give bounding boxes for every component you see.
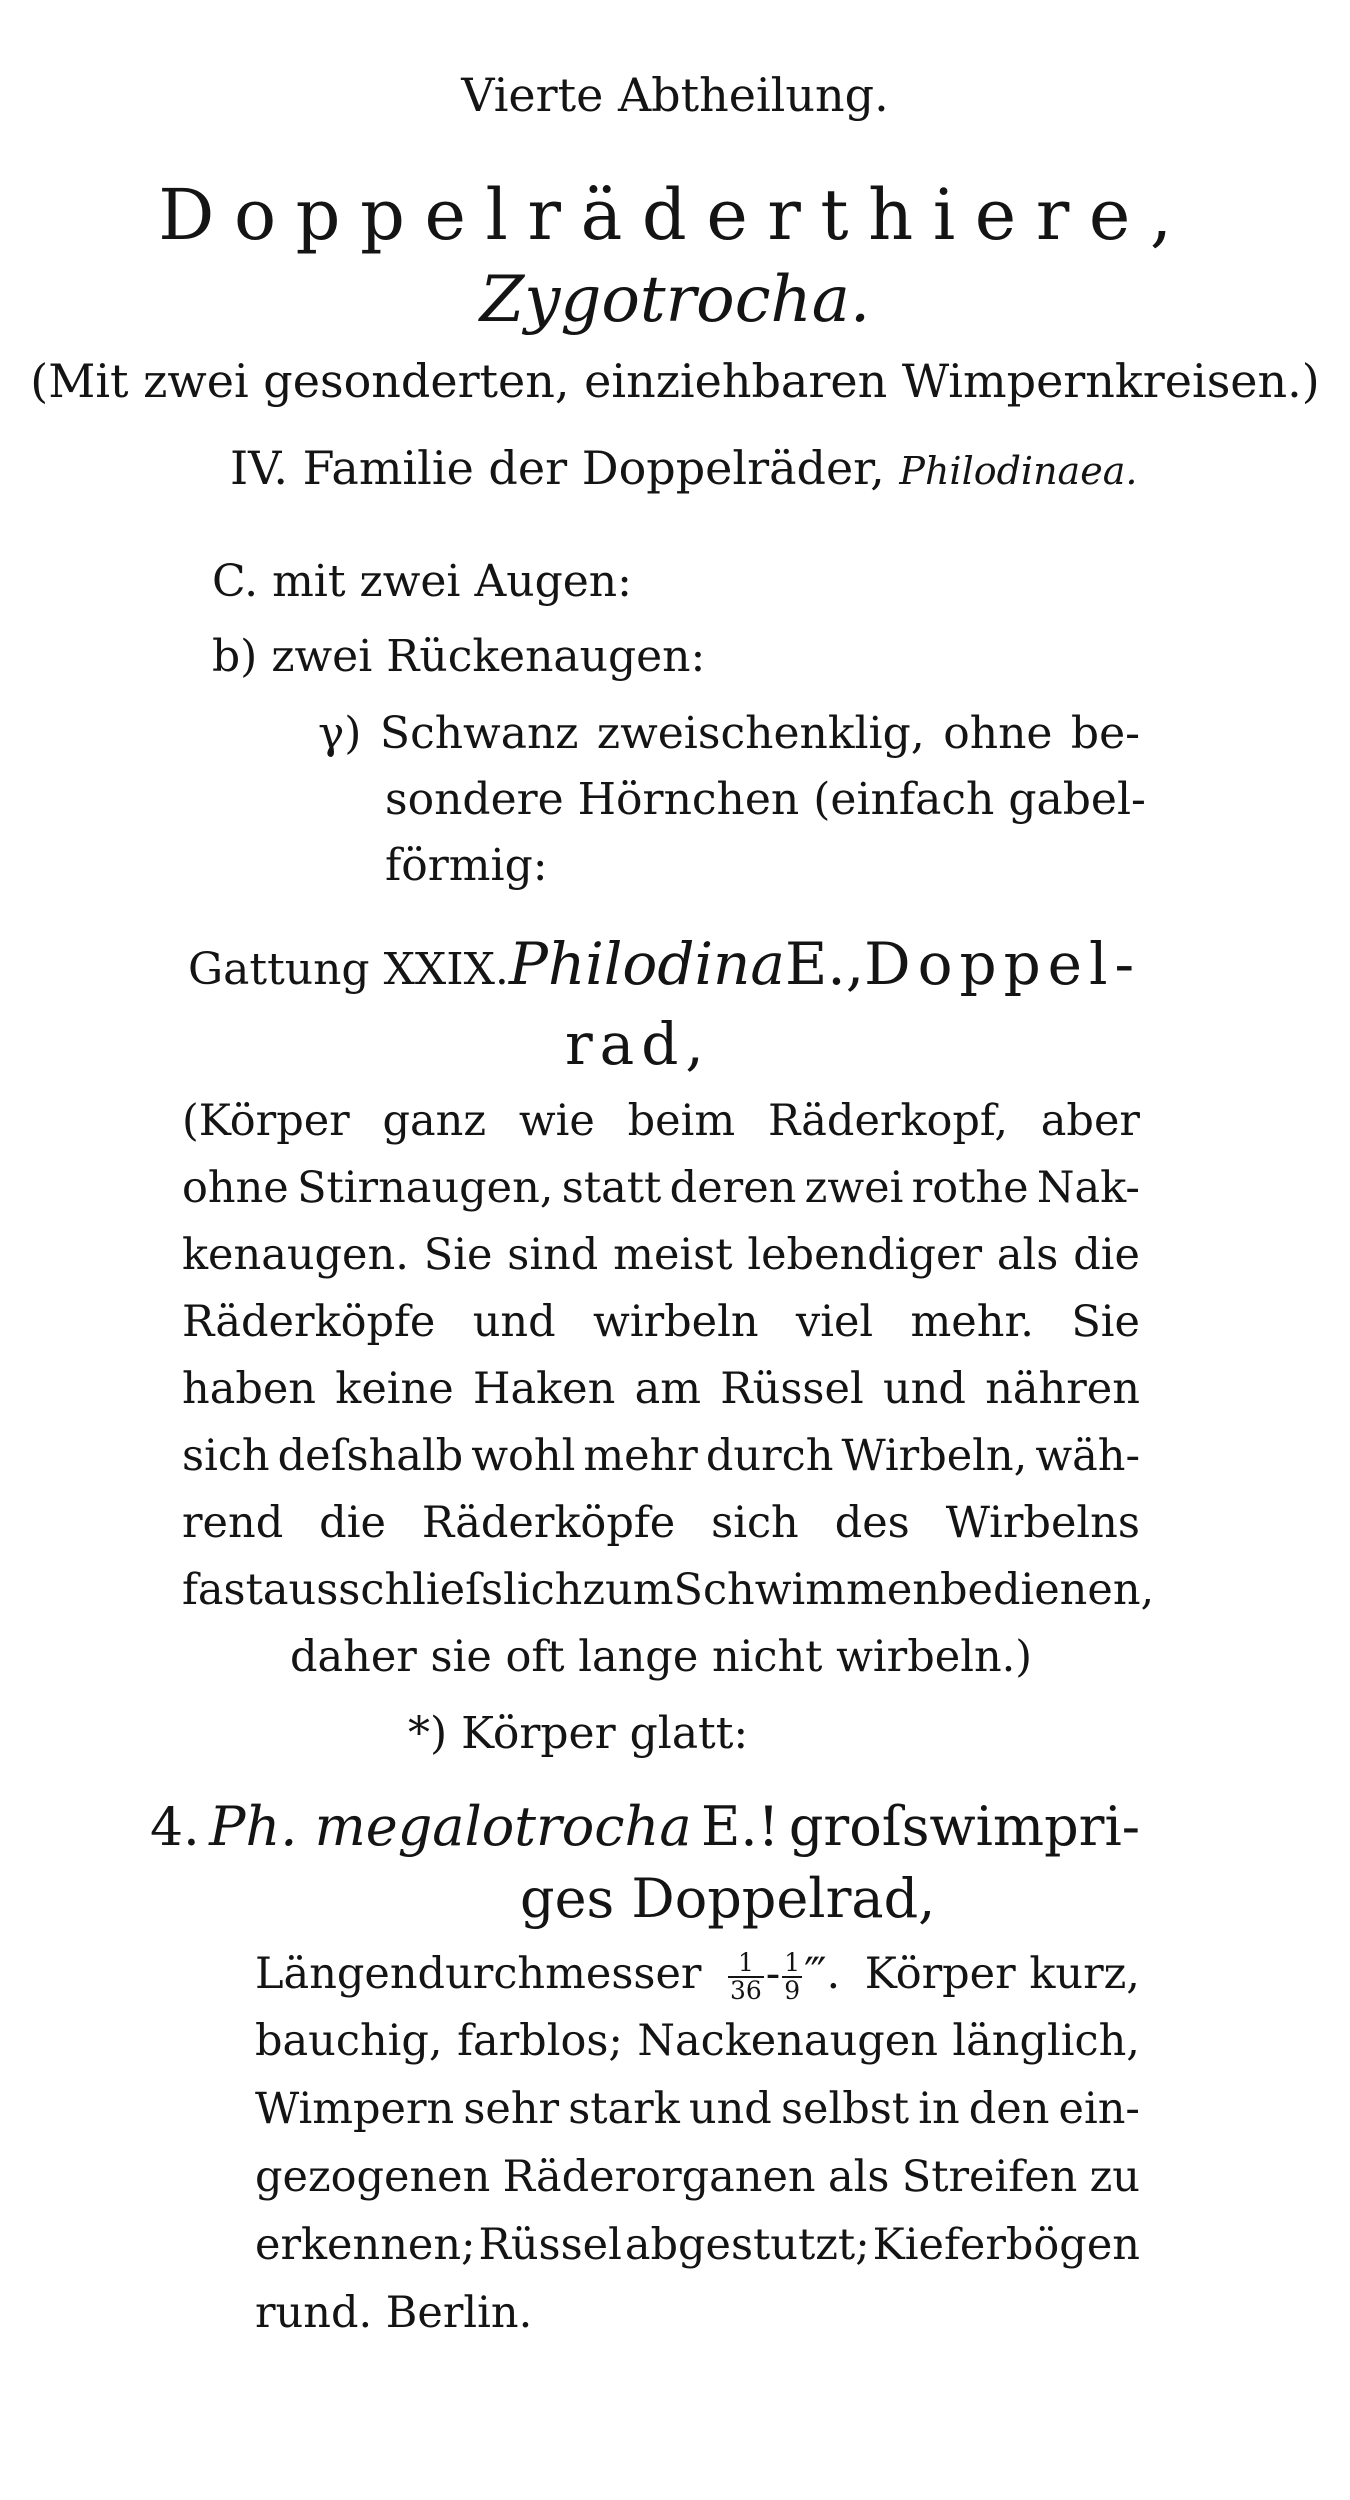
species-desc-line-2: bauchig, farblos; Nackenaugen länglich, xyxy=(255,2016,1140,2066)
species-desc-line-6: rund. Berlin. xyxy=(255,2288,533,2338)
key-gamma-line-2: sondere Hörnchen (einfach gabel- xyxy=(385,774,1146,825)
key-gamma-line-3: förmig: xyxy=(385,840,548,891)
species-number: 4. xyxy=(150,1798,200,1858)
key-gamma-line-1: γ) Schwanz zweischenklig, ohne be- xyxy=(318,708,1140,759)
genus-desc-line-3: kenaugen. Sie sind meist lebendiger als die xyxy=(182,1230,1140,1280)
measure-label: Längendurchmesser xyxy=(255,1948,702,1999)
family-latin-name: Philodinaea. xyxy=(899,449,1138,493)
measure-value xyxy=(726,1950,840,2004)
species-line xyxy=(150,1795,1140,1858)
unit-mark: ‴. xyxy=(804,1948,841,1999)
species-desc-line-3: Wimpern sehr stark und selbst in den ein- xyxy=(255,2084,1140,2134)
species-desc-first-rest: Körper kurz, xyxy=(864,1948,1140,1999)
key-c: C. mit zwei Augen: xyxy=(212,556,632,607)
group-title: Doppelräderthiere, xyxy=(158,174,1192,256)
genus-name-part2: rad, xyxy=(565,1010,711,1078)
fraction-1: $\frac{1}{36}$ xyxy=(730,1948,762,2006)
species-name-part1: groſswimpri- xyxy=(788,1795,1140,1858)
genus-line xyxy=(188,930,1142,998)
genus-desc-line-8: fast ausschlieſslich zum Schwimmen bedienen, xyxy=(182,1565,1155,1615)
family-label: IV. Familie der Doppelräder, xyxy=(230,441,885,495)
genus-desc-line-9: daher sie oft lange nicht wirbeln.) xyxy=(290,1632,1033,1682)
species-desc-line-1 xyxy=(255,1950,1140,2004)
genus-desc-line-6: sich deſshalb wohl mehr durch Wirbeln, wäh- xyxy=(182,1431,1140,1481)
key-b: b) zwei Rückenaugen: xyxy=(212,631,706,682)
genus-desc-line-7: rend die Räderköpfe sich des Wirbelns xyxy=(182,1498,1140,1548)
subgroup-heading: *) Körper glatt: xyxy=(408,1708,749,1759)
genus-name-part1: Doppel- xyxy=(864,930,1142,998)
group-latin-name: Zygotrocha. xyxy=(479,263,871,337)
species-name-part2: ges Doppelrad, xyxy=(520,1867,936,1930)
genus-desc-line-1: (Körper ganz wie beim Räderkopf, aber xyxy=(182,1096,1140,1146)
genus-author: E., xyxy=(784,930,865,998)
species-desc-line-5: erkennen; Rüssel abgestutzt; Kieferbögen xyxy=(255,2220,1140,2270)
measure-dash: - xyxy=(765,1948,781,1999)
species-desc-line-4: gezogenen Räderorganen als Streifen zu xyxy=(255,2152,1140,2202)
family-line xyxy=(230,441,1138,495)
group-note: (Mit zwei gesonderten, einziehbaren Wimpernkreisen.) xyxy=(30,354,1320,408)
fraction-2: $\frac{1}{9}$ xyxy=(784,1948,801,2006)
genus-desc-line-5: haben keine Haken am Rüssel und nähren xyxy=(182,1364,1140,1414)
genus-latin-name: Philodina xyxy=(508,930,785,998)
species-author: E.! xyxy=(701,1795,780,1858)
section-heading: Vierte Abtheilung. xyxy=(461,68,889,122)
genus-label: Gattung XXIX. xyxy=(188,944,509,995)
genus-desc-line-4: Räderköpfe und wirbeln viel mehr. Sie xyxy=(182,1297,1140,1347)
species-latin-name: Ph. megalotrocha xyxy=(209,1795,692,1858)
genus-desc-line-2: ohne Stirnaugen, statt deren zwei rothe Nak- xyxy=(182,1163,1140,1213)
